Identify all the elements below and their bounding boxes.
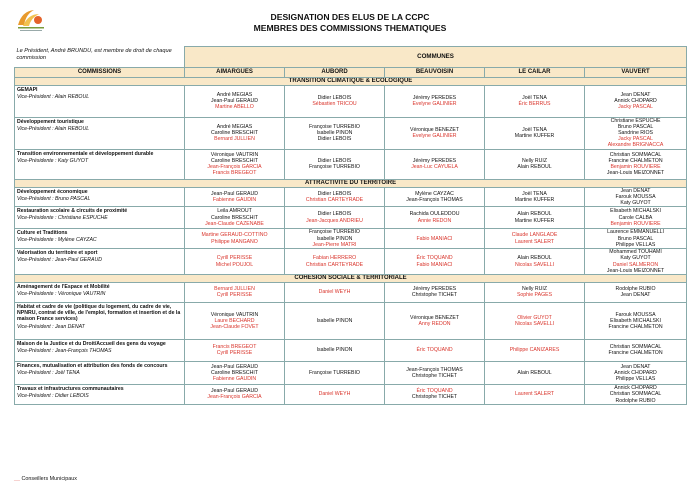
member-cell xyxy=(285,85,385,117)
member-cell xyxy=(485,282,585,302)
elected-member: Véronique BENEZET xyxy=(409,126,459,133)
vice-president: Vice-Président : Didier LEBOIS xyxy=(17,393,89,400)
commission-name: Travaux et infrastructures communautaires xyxy=(17,385,124,392)
commissions-header: COMMISSIONS xyxy=(15,67,185,77)
elected-member: Alain REBOUL xyxy=(517,255,552,262)
member-cell xyxy=(385,249,485,275)
elected-member: Francine CHALMETON xyxy=(608,157,663,164)
municipal-councillor: Fabio MANIACI xyxy=(416,261,453,268)
commission-name: Valorisation du territoire et sport xyxy=(17,250,98,257)
member-cell xyxy=(185,249,285,275)
member-cell xyxy=(285,384,385,404)
commission-label xyxy=(15,149,185,179)
member-cell xyxy=(485,85,585,117)
municipal-councillor: Olivier GUYOT xyxy=(517,314,552,321)
municipal-councillor: Jean-François GARCIA xyxy=(207,394,262,401)
section-title: COHESION SOCIALE & TERRITORIALE xyxy=(15,274,687,282)
member-cell xyxy=(285,187,385,207)
elected-member: Annick CHOPARD xyxy=(614,385,657,392)
table-row xyxy=(15,207,687,229)
municipal-councillor: Éric TOQUAND xyxy=(416,388,453,395)
commission-name: Transition environnementale et développement durable xyxy=(17,150,154,157)
col-vauvert: VAUVERT xyxy=(585,67,687,77)
elected-member: Caroline BRESCHIT xyxy=(211,157,258,164)
elected-member: Laurence EMMANUELLI xyxy=(607,229,664,236)
member-cell xyxy=(185,85,285,117)
elected-member: Caroline BRESCHIT xyxy=(211,369,258,376)
member-cell xyxy=(385,282,485,302)
member-cell xyxy=(485,229,585,249)
col-le-cailar: LE CAILAR xyxy=(485,67,585,77)
member-cell xyxy=(385,187,485,207)
member-cell xyxy=(485,149,585,179)
elected-member: Jean DENAT xyxy=(620,363,651,370)
member-cell xyxy=(385,339,485,361)
municipal-councillor: Evelyne GALINIER xyxy=(412,133,457,139)
municipal-councillor: Benjamin ROUVIERE xyxy=(610,220,661,227)
member-cell xyxy=(285,339,385,361)
member-cell xyxy=(585,117,687,149)
elected-member: Jérémy PEREDES xyxy=(412,157,457,164)
elected-member: Didier LEBOIS xyxy=(317,157,352,164)
vice-president: Vice-Présidente : Christiane ESPUCHE xyxy=(17,215,108,222)
elected-member: Caroline BRESCHIT xyxy=(211,214,258,221)
municipal-councillor: Éric TOQUAND xyxy=(416,255,453,262)
elected-member: Françoise TURREBIO xyxy=(309,229,360,236)
elected-member: Annick CHOPARD xyxy=(614,369,657,376)
member-cell xyxy=(285,361,385,384)
elected-member: Christophe TICHET xyxy=(411,292,458,299)
commission-name: Culture et Traditions xyxy=(17,230,68,237)
col-aubord: AUBORD xyxy=(285,67,385,77)
vice-president: Vice-Président : Alain REBOUL xyxy=(17,93,90,100)
elected-member: André MEGIAS xyxy=(216,123,253,130)
member-cell xyxy=(185,117,285,149)
municipal-councillor: Jacky PASCAL xyxy=(618,104,653,111)
elected-member: Didier LEBOIS xyxy=(317,211,352,218)
elected-member: Jean-Paul GERAUD xyxy=(211,363,258,370)
municipal-councillor: Laure BECHARD xyxy=(214,317,255,324)
intro-note: Le Président, André BRUNDU, est membre de droit de chaque commission xyxy=(15,47,185,68)
municipal-councillor: Martine ABELLO xyxy=(215,104,254,111)
municipal-councillor: Jean-Luc CAYUELA xyxy=(411,164,458,171)
vice-president: Vice-Président : Jean-Paul GERAUD xyxy=(17,257,102,264)
elected-member: Isabelle PINON xyxy=(316,129,353,136)
elected-member: Joël TENA xyxy=(522,190,547,197)
elected-member: Alain REBOUL xyxy=(517,369,552,376)
elected-member: Jean DENAT xyxy=(620,91,651,98)
member-cell xyxy=(185,187,285,207)
elected-member: Farouk MOUSSA xyxy=(615,193,656,200)
elected-member: Jean-François THOMAS xyxy=(406,196,463,203)
elected-member: Jean-Paul GERAUD xyxy=(211,97,258,104)
communes-header: COMMUNES xyxy=(185,47,687,68)
section-header xyxy=(15,274,687,282)
member-cell xyxy=(285,149,385,179)
member-cell xyxy=(585,229,687,249)
table-row xyxy=(15,149,687,179)
elected-member: Martine KUFFER xyxy=(514,133,555,139)
municipal-councillor: Bernard JULLIEN xyxy=(214,286,255,293)
commission-label xyxy=(15,85,185,117)
elected-member: Bruno PASCAL xyxy=(617,123,654,130)
elected-member: Nelly RUIZ xyxy=(521,157,548,164)
commission-label xyxy=(15,339,185,361)
elected-member: Jérémy PEREDES xyxy=(412,286,457,293)
elected-member: Isabelle PINON xyxy=(316,235,353,242)
member-cell xyxy=(485,361,585,384)
title-line-1: DESIGNATION DES ELUS DE LA CCPC xyxy=(270,12,430,22)
municipal-councillor: Francis BREGEOT xyxy=(212,170,257,177)
elected-member: Rodolphe RUBIO xyxy=(615,286,656,293)
member-cell xyxy=(185,339,285,361)
member-cell xyxy=(385,117,485,149)
elected-member: Isabelle PINON xyxy=(316,347,353,354)
elected-member: Bruno PASCAL xyxy=(617,235,654,242)
elected-member: Martine KUFFER xyxy=(514,196,555,203)
elected-member: Véronique VAUTRIN xyxy=(210,311,259,318)
municipal-councillor: Cyrill PERISSE xyxy=(216,350,253,357)
municipal-councillor: Francis BREGEOT xyxy=(212,344,257,351)
section-header xyxy=(15,77,687,85)
member-cell xyxy=(185,149,285,179)
municipal-councillor: Daniel WEYH xyxy=(318,391,351,398)
commission-label xyxy=(15,302,185,339)
member-cell xyxy=(585,339,687,361)
commission-name: Finances, mutualisation et attribution des fonds de concours xyxy=(17,362,168,369)
vice-president: Vice-Présidente : Mylène CAYZAC xyxy=(17,237,97,244)
table-row xyxy=(15,361,687,384)
member-cell xyxy=(585,302,687,339)
municipal-councillor: Jean-Jacques ANDRIEU xyxy=(306,217,363,224)
commission-name: Habitat et cadre de vie (politique du logement, du cadre de vie, NPNRU, contrat de ville, de l'emploi, formation et insertion et de la maison France services) xyxy=(17,303,181,323)
commission-name: Restauration scolaire & circuits de proximité xyxy=(17,208,128,215)
municipal-councillor: Jean-Claude CAZENABE xyxy=(205,220,264,227)
member-cell xyxy=(585,384,687,404)
elected-member: Françoise TURREBIO xyxy=(309,164,360,171)
member-cell xyxy=(385,207,485,229)
municipal-councillor: Jacky PASCAL xyxy=(618,136,653,143)
municipal-councillor: Nicolas SAVELLI xyxy=(514,261,555,268)
member-cell xyxy=(485,384,585,404)
table-row xyxy=(15,249,687,275)
elected-member: Mohammed TOUHAMI xyxy=(609,249,662,256)
municipal-councillor: Cyrill PERISSE xyxy=(216,292,253,299)
table-row xyxy=(15,282,687,302)
commission-name: Aménagement de l'Espace et Mobilité xyxy=(17,283,110,290)
vice-president: Vice-Président : Bruno PASCAL xyxy=(17,195,91,202)
member-cell xyxy=(485,339,585,361)
municipal-councillor: Christian CARTEYRADE xyxy=(305,261,364,268)
col-beauvoisin: BEAUVOISIN xyxy=(385,67,485,77)
elected-member: Christian SOMMACAL xyxy=(609,391,662,398)
vice-president: Vice-Présidente : Véronique VAUTRIN xyxy=(17,291,106,298)
vice-president: Vice-Président : Joël TENA xyxy=(17,370,80,377)
elected-member: Jean-François THOMAS xyxy=(406,366,463,373)
member-cell xyxy=(385,384,485,404)
vice-president: Vice-Président : Jean-François THOMAS xyxy=(17,348,112,355)
municipal-councillor: Sophie PAGES xyxy=(516,292,553,299)
elected-member: Philippe VELLAS xyxy=(615,241,656,248)
member-cell xyxy=(285,207,385,229)
member-cell xyxy=(585,149,687,179)
elected-member: Jean-Louis MEIZONNET xyxy=(606,170,665,177)
legend-label: Conseillers Municipaux xyxy=(21,476,77,482)
elected-member: Carole CALBA xyxy=(618,214,653,221)
elected-member: Alain REBOUL xyxy=(517,211,552,218)
elected-member: Caroline BRESCHIT xyxy=(211,129,258,136)
member-cell xyxy=(585,207,687,229)
municipal-councillor: Jean-Claude FOVET xyxy=(210,324,259,331)
elected-member: Elisabeth MICHALSKI xyxy=(610,208,661,215)
municipal-councillor: Philippe MANGANO xyxy=(211,238,258,245)
elected-member: Françoise TURREBIO xyxy=(309,123,360,130)
vice-president: Vice-Présidente : Katy GUYOT xyxy=(17,157,89,164)
elected-member: Farouk MOUSSA xyxy=(615,311,656,318)
table-row xyxy=(15,302,687,339)
commission-label xyxy=(15,229,185,249)
elected-member: Nelly RUIZ xyxy=(521,286,548,293)
member-cell xyxy=(185,207,285,229)
title-line-2: MEMBRES DES COMMISSIONS THEMATIQUES xyxy=(253,23,447,33)
member-cell xyxy=(585,282,687,302)
municipal-councillor: Jean-Pierre MATRI xyxy=(312,241,357,248)
municipal-councillor: Sébastien TRICOU xyxy=(312,101,357,107)
member-cell xyxy=(385,361,485,384)
member-cell xyxy=(385,229,485,249)
member-cell xyxy=(485,207,585,229)
elected-member: Christophe TICHET xyxy=(411,372,458,379)
member-cell xyxy=(585,249,687,275)
section-title: TRANSITION CLIMATIQUE & ECOLOGIQUE xyxy=(15,77,687,85)
table-row xyxy=(15,229,687,249)
municipal-councillor: Claude LANGLADE xyxy=(511,232,558,239)
municipal-councillor: Fabienne GAUDIN xyxy=(212,376,257,383)
municipal-councillor: Daniel SALMERON xyxy=(612,261,659,268)
municipal-councillor: Fabio MANIACI xyxy=(416,235,453,242)
legend-symbol: __ xyxy=(14,476,20,482)
municipal-councillor: Fabian HERRERO xyxy=(312,255,357,262)
member-cell xyxy=(585,85,687,117)
member-cell xyxy=(185,229,285,249)
commission-label xyxy=(15,282,185,302)
commissions-table xyxy=(14,46,687,405)
section-header xyxy=(15,179,687,187)
commission-name: Développement touristique xyxy=(17,118,84,125)
elected-member: Christophe TICHET xyxy=(411,394,458,401)
commission-label xyxy=(15,117,185,149)
municipal-councillor: Evelyne GALINIER xyxy=(412,101,457,107)
municipal-councillor: Fabienne GAUDIN xyxy=(212,196,257,203)
table-row xyxy=(15,187,687,207)
elected-member: Didier LEBOIS xyxy=(317,94,352,101)
commission-label xyxy=(15,384,185,404)
elected-member: Jean DENAT xyxy=(620,292,651,299)
elected-member: Didier LEBOIS xyxy=(317,136,352,143)
commission-label xyxy=(15,249,185,275)
elected-member: Christian SOMMACAL xyxy=(609,151,662,158)
municipal-councillor: Jean-François GARCIA xyxy=(207,164,262,171)
municipal-councillor: Bernard JULLIEN xyxy=(214,136,255,143)
elected-member: Rachida OULEDDOU xyxy=(409,211,460,218)
elected-member: Christian SOMMACAL xyxy=(609,344,662,351)
elected-member: Isabelle PINON xyxy=(316,317,353,324)
municipal-councillor: Cyrill PERISSE xyxy=(216,255,253,262)
legend xyxy=(14,476,77,482)
elected-member: Martine KUFFER xyxy=(514,217,555,224)
elected-member: Philippe VELLAS xyxy=(615,376,656,383)
elected-member: Didier LEBOIS xyxy=(317,190,352,197)
municipal-councillor: Philippe CANIZARES xyxy=(509,347,560,354)
member-cell xyxy=(285,117,385,149)
member-cell xyxy=(185,384,285,404)
vice-president: Vice-Président : Alain REBOUL xyxy=(17,125,90,132)
member-cell xyxy=(385,85,485,117)
elected-member: Elisabeth MICHALSKI xyxy=(610,317,661,324)
elected-member: Françoise TURREBIO xyxy=(309,369,360,376)
elected-member: Katy GUYOT xyxy=(620,255,651,262)
member-cell xyxy=(485,117,585,149)
table-row xyxy=(15,117,687,149)
elected-member: Annick CHOPARD xyxy=(614,97,657,104)
member-cell xyxy=(185,302,285,339)
table-row xyxy=(15,384,687,404)
member-cell xyxy=(485,187,585,207)
elected-member: Alain REBOUL xyxy=(517,164,552,171)
member-cell xyxy=(285,229,385,249)
member-cell xyxy=(385,149,485,179)
commission-label xyxy=(15,207,185,229)
elected-member: André MEGIAS xyxy=(216,91,253,98)
municipal-councillor: Benjamin ROUVIERE xyxy=(610,164,661,171)
commission-name: GEMAPI xyxy=(17,86,38,93)
elected-member: Katy GUYOT xyxy=(620,199,651,206)
elected-member: Jean-Louis MEIZONNET xyxy=(606,267,665,274)
col-aimargues: AIMARGUES xyxy=(185,67,285,77)
elected-member: Jean DENAT xyxy=(620,187,651,194)
municipal-councillor: Christian CARTEYRADE xyxy=(305,196,364,203)
member-cell xyxy=(485,249,585,275)
elected-member: Jean-Paul GERAUD xyxy=(211,388,258,395)
section-title: ATTRACTIVITE DU TERRITOIRE xyxy=(15,179,687,187)
elected-member: Jean-Paul GERAUD xyxy=(211,190,258,197)
member-cell xyxy=(585,187,687,207)
municipal-councillor: Éric BERRUS xyxy=(518,101,551,107)
municipal-councillor: Michel POUJOL xyxy=(215,261,254,268)
elected-member: Francine CHALMETON xyxy=(608,350,663,357)
municipal-councillor: Daniel WEYH xyxy=(318,289,351,296)
municipal-councillor: Laurent SALERT xyxy=(514,391,555,398)
commission-name: Maison de la Justice et du Droit/Accueil des gens du voyage xyxy=(17,340,166,347)
municipal-councillor: Annie REDON xyxy=(417,217,452,224)
elected-member: Mylène CAYZAC xyxy=(415,190,454,197)
municipal-councillor: Anny REDON xyxy=(418,320,451,327)
municipal-councillor: Éric TOQUAND xyxy=(416,347,453,354)
elected-member: Leila AMROUT xyxy=(217,208,252,215)
member-cell xyxy=(185,282,285,302)
elected-member: Rodolphe RUBIO xyxy=(615,397,656,404)
municipal-councillor: Laurent SALERT xyxy=(514,238,555,245)
municipal-councillor: Alexandre BRIGNACCA xyxy=(607,142,664,149)
commission-name: Développement économique xyxy=(17,188,88,195)
table-row xyxy=(15,339,687,361)
elected-member: Sandrine RIOS xyxy=(618,129,653,136)
member-cell xyxy=(185,361,285,384)
member-cell xyxy=(285,282,385,302)
commission-label xyxy=(15,187,185,207)
table-body xyxy=(15,77,687,404)
commission-label xyxy=(15,361,185,384)
elected-member: Christiane ESPUCHE xyxy=(610,117,661,124)
elected-member: Jérémy PEREDES xyxy=(412,94,457,101)
municipal-councillor: Nicolas SAVELLI xyxy=(514,320,555,327)
member-cell xyxy=(285,249,385,275)
page-title xyxy=(0,12,700,34)
member-cell xyxy=(585,361,687,384)
member-cell xyxy=(285,302,385,339)
elected-member: Véronique VAUTRIN xyxy=(210,151,259,158)
table-row xyxy=(15,85,687,117)
elected-member: Véronique BENEZET xyxy=(409,314,459,321)
member-cell xyxy=(385,302,485,339)
elected-member: Francine CHALMETON xyxy=(608,324,663,331)
vice-president: Vice-Président : Jean DENAT xyxy=(17,323,85,330)
elected-member: Joël TENA xyxy=(522,94,547,101)
municipal-councillor: Martine GERAUD-COTTINO xyxy=(201,232,268,239)
elected-member: Joël TENA xyxy=(522,126,547,133)
member-cell xyxy=(485,302,585,339)
